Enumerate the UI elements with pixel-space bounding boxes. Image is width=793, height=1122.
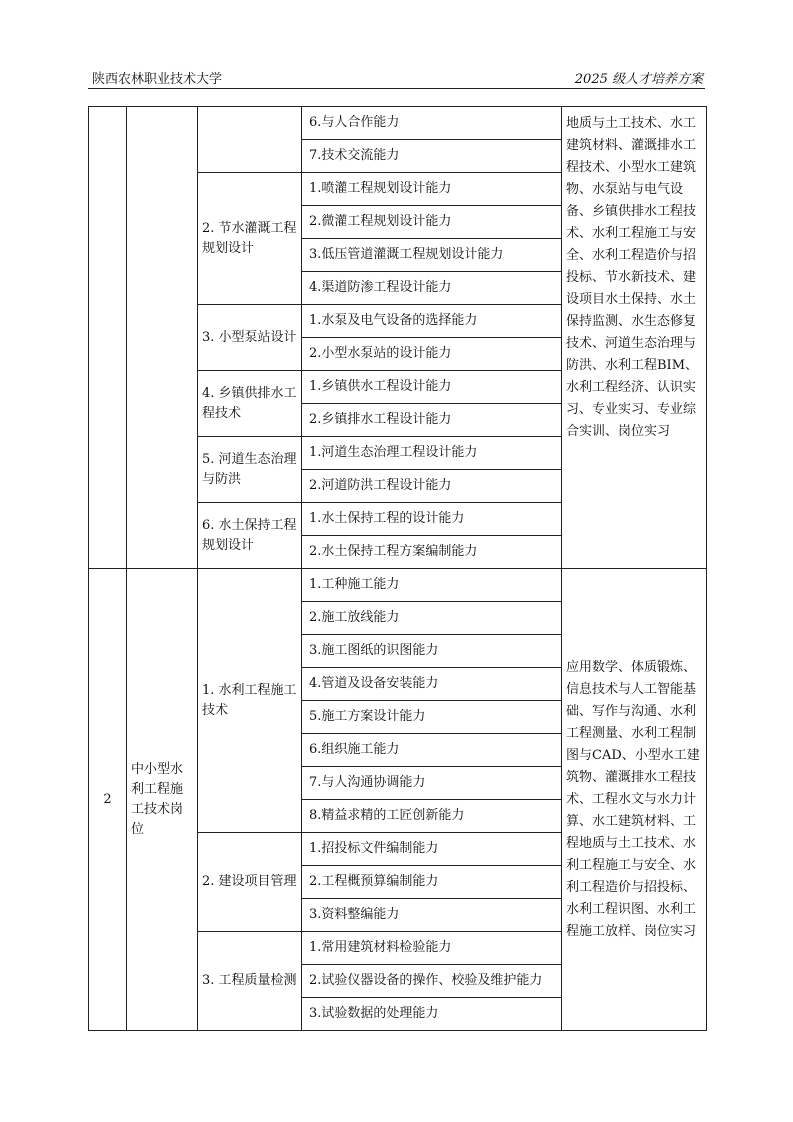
ability-cell: 2.乡镇排水工程设计能力 <box>302 404 562 437</box>
ability-cell: 1.水土保持工程的设计能力 <box>302 503 562 536</box>
ability-cell: 8.精益求精的工匠创新能力 <box>302 800 562 833</box>
talent-plan-table <box>88 106 707 1031</box>
ability-cell: 2.工程概预算编制能力 <box>302 866 562 899</box>
course-cell: 应用数学、体质锻炼、信息技术与人工智能基础、写作与沟通、水利工程测量、水利工程制图与CAD、小型水工建筑物、灌溉排水工程技术、工程水文与水力计算、水工建筑材料、工程地质与土工技术、水利工程施工与安全、水利工程造价与招投标、水利工程识图、水利工程施工放样、岗位实习 <box>562 569 707 1031</box>
page-header <box>88 64 705 89</box>
ability-cell: 2.试验仪器设备的操作、校验及维护能力 <box>302 965 562 998</box>
ability-cell: 1.河道生态治理工程设计能力 <box>302 437 562 470</box>
table-row <box>89 569 707 602</box>
school-name: 陕西农林职业技术大学 <box>92 72 223 87</box>
ability-cell: 3.资料整编能力 <box>302 899 562 932</box>
work-task-cell: 5. 河道生态治理与防洪 <box>198 437 302 503</box>
work-task-cell <box>198 107 302 173</box>
ability-cell: 3.试验数据的处理能力 <box>302 998 562 1031</box>
ability-cell: 2.微灌工程规划设计能力 <box>302 206 562 239</box>
post-cell <box>127 107 198 569</box>
table-row <box>89 107 707 140</box>
ability-cell: 1.工种施工能力 <box>302 569 562 602</box>
work-task-cell: 4. 乡镇供排水工程技术 <box>198 371 302 437</box>
ability-cell: 3.低压管道灌溉工程规划设计能力 <box>302 239 562 272</box>
ability-cell: 2.小型水泵站的设计能力 <box>302 338 562 371</box>
ability-cell: 2.河道防洪工程设计能力 <box>302 470 562 503</box>
ability-cell: 7.与人沟通协调能力 <box>302 767 562 800</box>
ability-cell: 4.管道及设备安装能力 <box>302 668 562 701</box>
ability-cell: 1.招投标文件编制能力 <box>302 833 562 866</box>
ability-cell: 1.乡镇供水工程设计能力 <box>302 371 562 404</box>
ability-cell: 2.施工放线能力 <box>302 602 562 635</box>
work-task-cell: 1. 水利工程施工技术 <box>198 569 302 833</box>
ability-cell: 2.水土保持工程方案编制能力 <box>302 536 562 569</box>
ability-cell: 6.组织施工能力 <box>302 734 562 767</box>
post-cell: 中小型水利工程施工技术岗位 <box>127 569 198 1031</box>
ability-cell: 5.施工方案设计能力 <box>302 701 562 734</box>
plan-title: 2025 级人才培养方案 <box>574 72 703 87</box>
ability-cell: 4.渠道防渗工程设计能力 <box>302 272 562 305</box>
row-number-cell <box>89 107 127 569</box>
work-task-cell: 6. 水土保持工程规划设计 <box>198 503 302 569</box>
work-task-cell: 3. 小型泵站设计 <box>198 305 302 371</box>
work-task-cell: 3. 工程质量检测 <box>198 932 302 1031</box>
ability-cell: 7.技术交流能力 <box>302 140 562 173</box>
ability-cell: 1.常用建筑材料检验能力 <box>302 932 562 965</box>
row-number-cell: 2 <box>89 569 127 1031</box>
course-cell: 地质与土工技术、水工建筑材料、灌溉排水工程技术、小型水工建筑物、水泵站与电气设备、乡镇供排水工程技术、水利工程施工与安全、水利工程造价与招投标、节水新技术、建设项目水土保持、水土保持监测、水生态修复技术、河道生态治理与防洪、水利工程BIM、水利工程经济、认识实习、专业实习、专业综合实训、岗位实习 <box>562 107 707 569</box>
ability-cell: 3.施工图纸的识图能力 <box>302 635 562 668</box>
ability-cell: 1.喷灌工程规划设计能力 <box>302 173 562 206</box>
work-task-cell: 2. 节水灌溉工程规划设计 <box>198 173 302 305</box>
ability-cell: 6.与人合作能力 <box>302 107 562 140</box>
ability-cell: 1.水泵及电气设备的选择能力 <box>302 305 562 338</box>
work-task-cell: 2. 建设项目管理 <box>198 833 302 932</box>
